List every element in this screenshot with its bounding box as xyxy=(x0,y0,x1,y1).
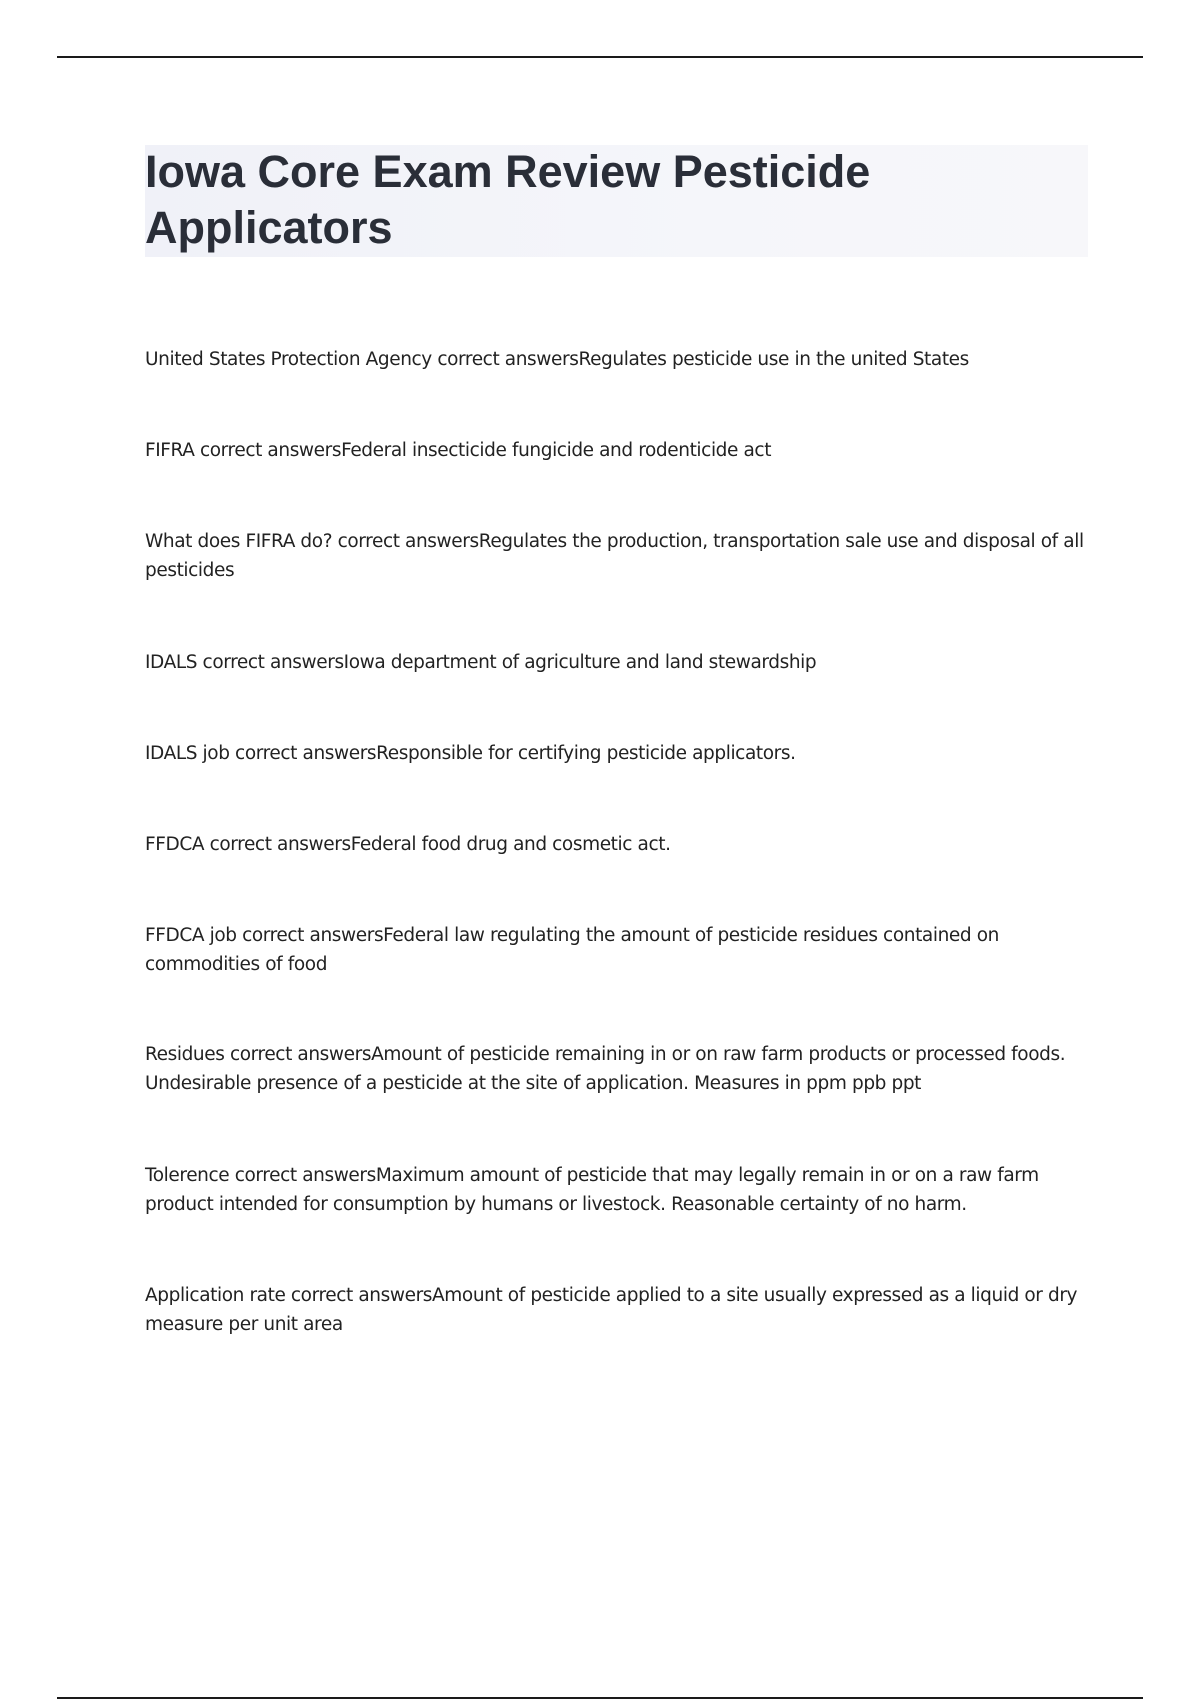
qa-entry: IDALS job correct answersResponsible for certifying pesticide applicators. xyxy=(145,743,796,764)
qa-entry: What does FIFRA do? correct answersRegulates the production, transportation sale use and disposal of all pesticides xyxy=(145,531,1084,581)
footer-rule xyxy=(57,1697,1143,1699)
header-rule xyxy=(57,56,1143,58)
qa-entry: Residues correct answersAmount of pesticide remaining in or on raw farm products or processed foods. Undesirable presence of a pesticide at the site of application. Measures in ppm ppb ppt xyxy=(145,1044,1066,1094)
qa-entry: IDALS correct answersIowa department of agriculture and land stewardship xyxy=(145,652,817,673)
qa-entry: FFDCA correct answersFederal food drug and cosmetic act. xyxy=(145,834,671,855)
page-title: Iowa Core Exam Review Pesticide Applicators xyxy=(145,146,871,253)
qa-entry: FIFRA correct answersFederal insecticide fungicide and rodenticide act xyxy=(145,440,772,461)
qa-entry: Tolerence correct answersMaximum amount of pesticide that may legally remain in or on a raw farm product intended for consumption by humans or livestock. Reasonable certainty of no harm. xyxy=(145,1165,1039,1215)
qa-entry: Application rate correct answersAmount of pesticide applied to a site usually expressed as a liquid or dry measure per unit area xyxy=(145,1285,1078,1335)
qa-entry: United States Protection Agency correct answersRegulates pesticide use in the united States xyxy=(145,349,969,370)
qa-entry: FFDCA job correct answersFederal law regulating the amount of pesticide residues contained on commodities of food xyxy=(145,925,999,975)
